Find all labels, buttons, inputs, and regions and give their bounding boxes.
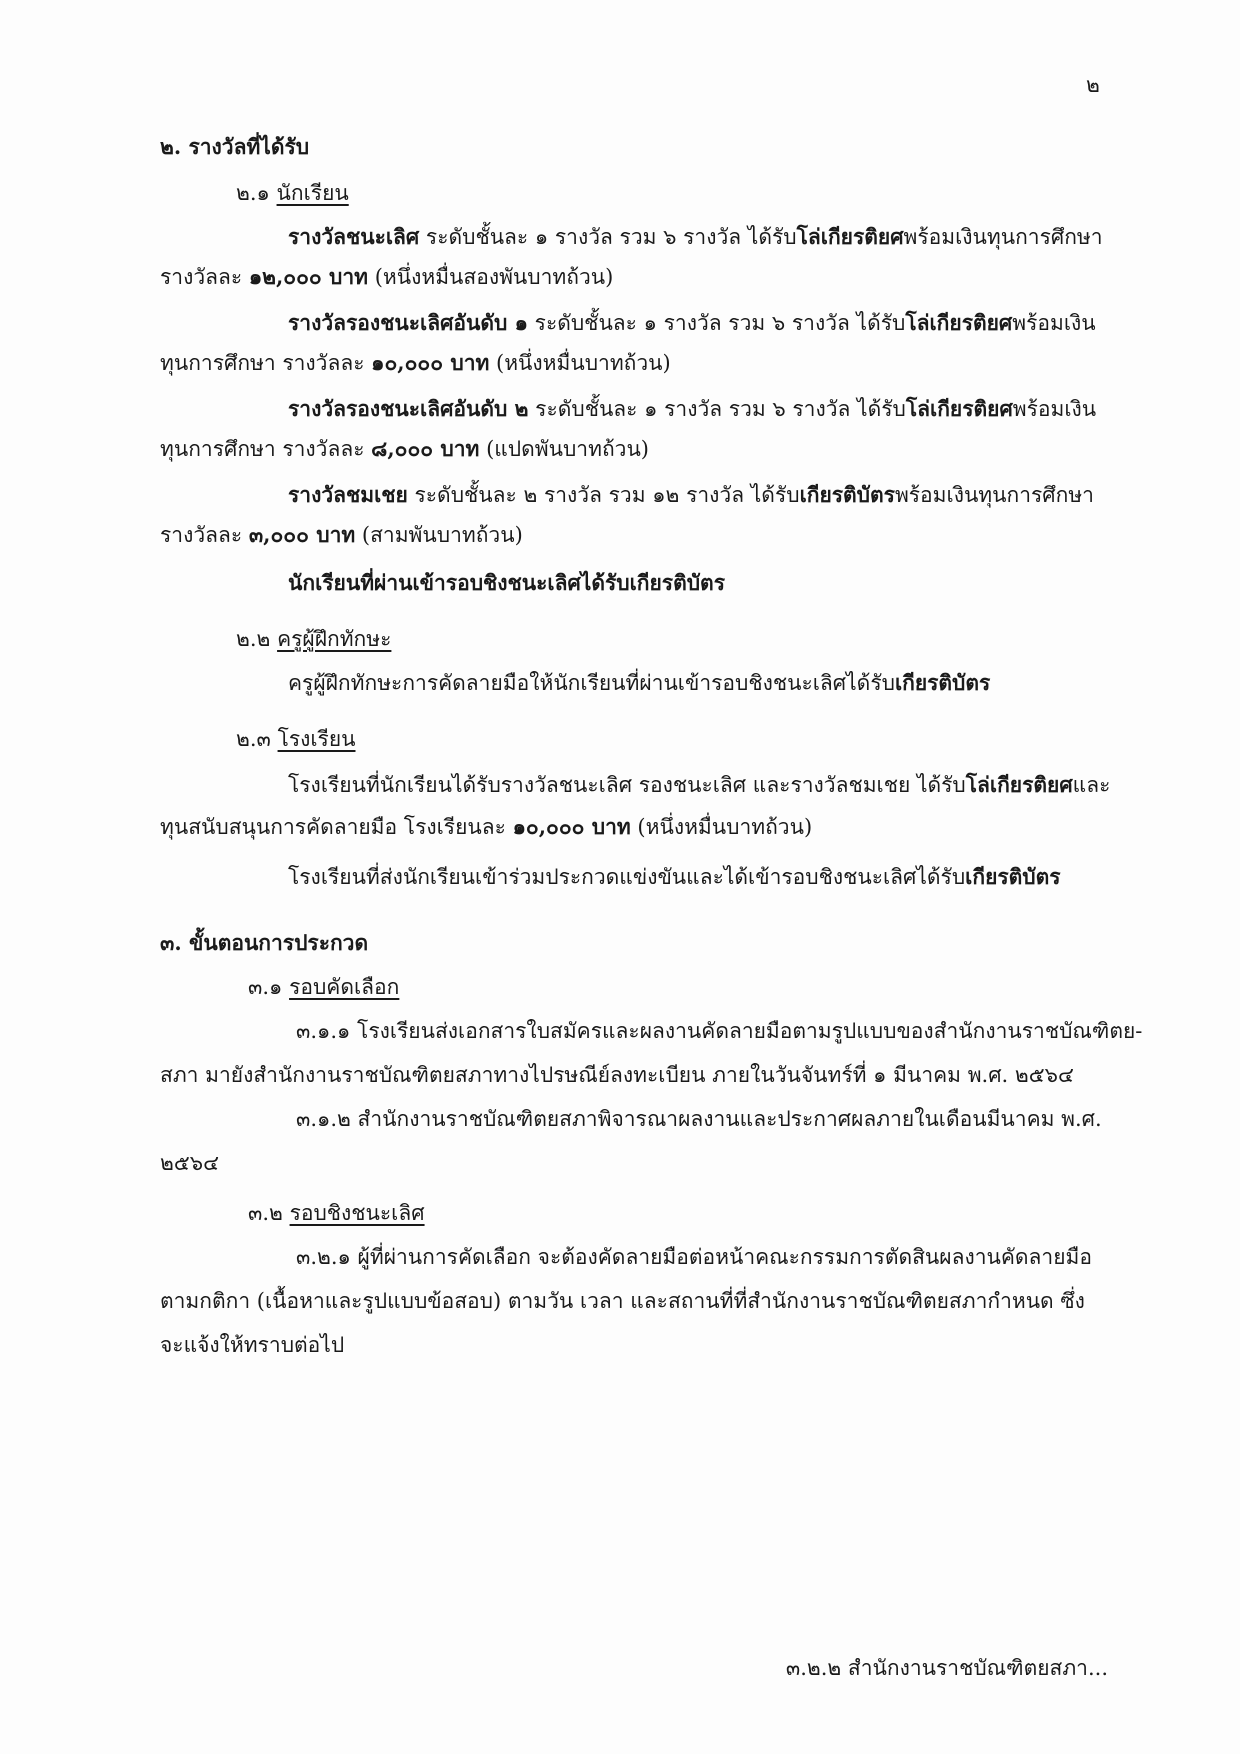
runner-up-1-line-1 (288, 308, 1096, 338)
award-label: รางวัลรองชนะเลิศอันดับ ๑ (288, 310, 528, 335)
award-text: พร้อมเงิน (1012, 397, 1097, 421)
award-text: พร้อมเงิน (1012, 311, 1096, 335)
honorable-line-2 (160, 520, 523, 550)
award-type: เกียรติบัตร (965, 864, 1061, 889)
award-label: รางวัลชมเชย (288, 482, 408, 507)
winner-line-1 (288, 222, 1103, 252)
section-3-heading: ๓. ขั้นตอนการประกวด (160, 930, 369, 955)
subsection-number: ๒.๒ (236, 627, 271, 651)
award-label: รางวัลรองชนะเลิศอันดับ ๒ (288, 396, 529, 421)
continuation-note: ๓.๒.๒ สำนักงานราชบัณฑิตยสภา... (785, 1656, 1108, 1680)
item-3-1-2-line-1: ๓.๑.๒ สำนักงานราชบัณฑิตยสภาพิจารณาผลงานและประกาศผลภายในเดือนมีนาคม พ.ศ. (296, 1107, 1102, 1131)
page-number: ๒ (1086, 73, 1100, 97)
award-text: พร้อมเงินทุนการศึกษา (903, 225, 1103, 249)
subsection-3-1-heading (248, 972, 399, 1002)
award-text: ทุนการศึกษา รางวัลละ (160, 437, 372, 461)
award-text: ระดับชั้นละ ๑ รางวัล รวม ๖ รางวัล ได้รับ (419, 225, 797, 249)
subsection-2-1-heading (236, 178, 349, 208)
runner-up-2-line-1 (288, 394, 1096, 424)
award-text: โรงเรียนที่นักเรียนได้รับรางวัลชนะเลิศ รองชนะเลิศ และรางวัลชมเชย ได้รับ (288, 773, 966, 797)
award-amount: ๑๒,๐๐๐ บาท (248, 264, 369, 289)
award-text: ทุนสนับสนุนการคัดลายมือ โรงเรียนละ (160, 815, 513, 839)
award-type: โล่เกียรติยศ (796, 224, 904, 249)
subsection-number: ๒.๑ (236, 181, 270, 205)
item-3-1-1-line-2: สภา มายังสำนักงานราชบัณฑิตยสภาทางไปรษณีย์ลงทะเบียน ภายในวันจันทร์ที่ ๑ มีนาคม พ.ศ. ๒๕๖๔ (160, 1063, 1074, 1087)
award-amount: ๓,๐๐๐ บาท (248, 522, 356, 547)
award-text: รางวัลละ (160, 265, 249, 289)
award-type: โล่เกียรติยศ (965, 772, 1073, 797)
award-text: พร้อมเงินทุนการศึกษา (894, 483, 1094, 507)
amount-in-words: (หนึ่งหมื่นบาทถ้วน) (630, 815, 813, 839)
item-3-1-1-line-1: ๓.๑.๑ โรงเรียนส่งเอกสารใบสมัครและผลงานคัดลายมือตามรูปแบบของสำนักงานราชบัณฑิตย- (296, 1019, 1143, 1043)
award-type: เกียรติบัตร (799, 482, 895, 507)
schools-certificate-text (288, 862, 1061, 892)
subsection-title: รอบชิงชนะเลิศ (289, 1201, 425, 1225)
item-3-1-2-line-2: ๒๕๖๔ (160, 1151, 219, 1175)
award-text: รางวัลละ (160, 523, 249, 547)
schools-award-line-2 (160, 812, 812, 842)
amount-in-words: (สามพันบาทถ้วน) (355, 523, 523, 547)
subsection-title: ครูผู้ฝึกทักษะ (277, 627, 392, 651)
subsection-title: นักเรียน (276, 181, 349, 205)
section-2-heading: ๒. รางวัลที่ได้รับ (160, 134, 310, 159)
award-amount: ๘,๐๐๐ บาท (371, 436, 480, 461)
amount-in-words: (แปดพันบาทถ้วน) (479, 437, 649, 461)
award-text: ระดับชั้นละ ๒ รางวัล รวม ๑๒ รางวัล ได้รับ (407, 483, 800, 507)
award-text: ครูผู้ฝึกทักษะการคัดลายมือให้นักเรียนที่ผ่านเข้ารอบชิงชนะเลิศได้รับ (288, 671, 895, 695)
subsection-3-2-heading (248, 1198, 425, 1228)
award-type: เกียรติบัตร (894, 670, 991, 695)
subsection-2-3-heading (236, 724, 356, 754)
subsection-number: ๓.๒ (248, 1201, 283, 1225)
runner-up-2-line-2 (160, 434, 649, 464)
award-amount: ๑๐,๐๐๐ บาท (371, 350, 490, 375)
award-label: รางวัลชนะเลิศ (288, 224, 420, 249)
teachers-award-text (288, 668, 990, 698)
item-3-2-1-line-2: ตามกติกา (เนื้อหาและรูปแบบข้อสอบ) ตามวัน เวลา และสถานที่ที่สำนักงานราชบัณฑิตยสภากำหนด ซึ่ง (160, 1289, 1085, 1313)
award-text: ทุนการศึกษา รางวัลละ (160, 351, 372, 375)
award-type: โล่เกียรติยศ (905, 396, 1013, 421)
award-text: ระดับชั้นละ ๑ รางวัล รวม ๖ รางวัล ได้รับ (527, 311, 906, 335)
schools-award-line-1 (288, 770, 1110, 800)
honorable-line-1 (288, 480, 1094, 510)
runner-up-1-line-2 (160, 348, 671, 378)
subsection-number: ๒.๓ (236, 727, 271, 751)
winner-line-2 (160, 262, 613, 292)
item-3-2-1-line-3: จะแจ้งให้ทราบต่อไป (160, 1333, 345, 1357)
subsection-title: โรงเรียน (277, 727, 356, 751)
award-text: และ (1072, 773, 1111, 797)
subsection-title: รอบคัดเลือก (289, 975, 400, 999)
award-text: โรงเรียนที่ส่งนักเรียนเข้าร่วมประกวดแข่งขันและได้เข้ารอบชิงชนะเลิศได้รับ (288, 865, 966, 889)
award-type: โล่เกียรติยศ (905, 310, 1013, 335)
amount-in-words: (หนึ่งหมื่นสองพันบาทถ้วน) (368, 265, 614, 289)
item-3-2-1-line-1: ๓.๒.๑ ผู้ที่ผ่านการคัดเลือก จะต้องคัดลายมือต่อหน้าคณะกรรมการตัดสินผลงานคัดลายมือ (296, 1245, 1092, 1269)
finalists-note: นักเรียนที่ผ่านเข้ารอบชิงชนะเลิศได้รับเกียรติบัตร (288, 570, 725, 595)
subsection-number: ๓.๑ (248, 975, 283, 999)
award-text: ระดับชั้นละ ๑ รางวัล รวม ๖ รางวัล ได้รับ (528, 397, 906, 421)
award-amount: ๑๐,๐๐๐ บาท (512, 814, 631, 839)
subsection-2-2-heading (236, 624, 391, 654)
amount-in-words: (หนึ่งหมื่นบาทถ้วน) (489, 351, 671, 375)
